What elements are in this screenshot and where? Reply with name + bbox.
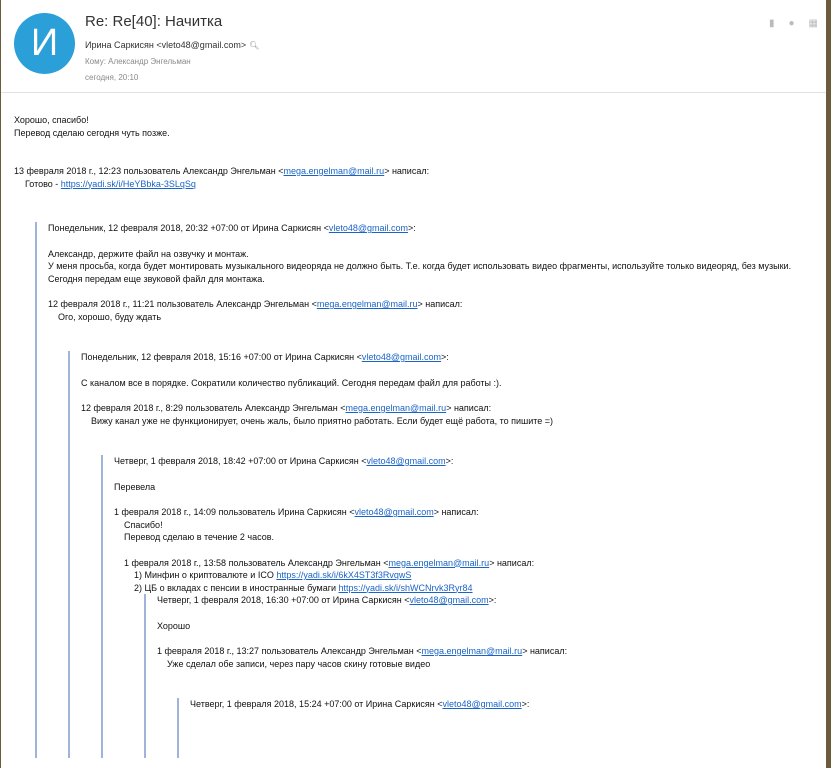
quote-content: Готово - https://yadi.sk/i/HeYBbka-3SLqSq Понедельник, 12 февраля 2018, 20:32 +07:00 от Ирина Саркисян <vleto48@gmail.com>: Александр, держите файл на озвучку и монтаж. У меня просьба, когда будет монтировать музыкального видеоряда не должно быть. Т.е. когда будет использовать видео фрагменты, используйте только видеоряд, без музыки. Сегодня передам еще звуковой файл для монтажа. 12 февраля 2018 г., 11:21 пользователь Александр Энгельман <mega.engelman@mail.ru> написал: Ого, хорошо, буду ждать Понедельник, 12 февраля 2018, 15:16 +07:00 от Ирина Саркисян <vleto48@gmail.com>: С каналом все в порядке. Сократили количество публикаций. Сегодня передам файл для работы :). 12 февраля 2018 г., 8:29 пользователь Александр Энгельман <mega.engelman@mail.ru> написал: Вижу канал уже не функционирует, очень жаль, было приятно работать. Если будет ещё работа, то пишите =) Четверг, 1 февраля 2018, 18:42 +07:00 от Ирина Саркисян <vleto48@gmail.com>: Перевела 1 февраля 2018 г., 14:09 пользователь Ирина Саркисян <vleto48@gmail.com> написал: Спасибо! Перевод сделаю в течение 2 часов. 1 февраля 2018 г., 13:58 пользователь Александр Энгельман <mega.engelman@mail.ru> написал: 1) Минфин о криптовалюте и ICO https://yadi.sk/i/6kX4ST3f3RvqwS 2) ЦБ о вкладах с пенсии в иностранные бумаги https://yadi.sk/i/shWCNrvk3Ryr84 Четверг, 1 февраля 2018, 16:30 +07:00 от Ирина Саркисян <vleto48@gmail.com>: Хорошо 1 февраля 2018 г., 13:27 пользователь Александр Энгельман <mega.engelman@mail.ru> написал: Уже сделал обе записи, через пару часов скину готовые видео Четверг, 1 февраля 2018, 15:24 +07:00 от Ирина Саркисян <vleto48@gmail.com>: xyxy=(14,178,820,759)
email-link[interactable]: vleto48@gmail.com xyxy=(442,699,522,709)
quote-content: Ого, хорошо, буду ждать Понедельник, 12 февраля 2018, 15:16 +07:00 от Ирина Саркисян <vleto48@gmail.com>: С каналом все в порядке. Сократили количество публикаций. Сегодня передам файл для работы :). 12 февраля 2018 г., 8:29 пользователь Александр Энгельман <mega.engelman@mail.ru> написал: Вижу канал уже не функционирует, очень жаль, было приятно работать. Если будет ещё работа, то пишите =) Четверг, 1 февраля 2018, 18:42 +07:00 от Ирина Саркисян <vleto48@gmail.com>: Перевела 1 февраля 2018 г., 14:09 пользователь Ирина Саркисян <vleto48@gmail.com> написал: Спасибо! Перевод сделаю в течение 2 часов. 1 февраля 2018 г., 13:58 пользователь Александр Энгельман <mega.engelman@mail.ru> написал: 1) Минфин о криптовалюте и ICO https://yadi.sk/i/6kX4ST3f3RvqwS 2) ЦБ о вкладах с пенсии в иностранные бумаги https://yadi.sk/i/shWCNrvk3Ryr84 Четверг, 1 февраля 2018, 16:30 +07:00 от Ирина Саркисян <vleto48@gmail.com>: Хорошо 1 февраля 2018 г., 13:27 пользователь Александр Энгельман <mega.engelman@mail.ru> написал: Уже сделал обе записи, через пару часов скину готовые видео Четверг, 1 февраля 2018, 15:24 +07:00 от Ирина Саркисян <vleto48@gmail.com>: xyxy=(48,311,820,759)
quote-content: Спасибо! Перевод сделаю в течение 2 часов. 1 февраля 2018 г., 13:58 пользователь Александр Энгельман <mega.engelman@mail.ru> написал: 1) Минфин о криптовалюте и ICO https://yadi.sk/i/6kX4ST3f3RvqwS 2) ЦБ о вкладах с пенсии в иностранные бумаги https://yadi.sk/i/shWCNrvk3Ryr84 Четверг, 1 февраля 2018, 16:30 +07:00 от Ирина Саркисян <vleto48@gmail.com>: Хорошо 1 февраля 2018 г., 13:27 пользователь Александр Энгельман <mega.engelman@mail.ru> написал: Уже сделал обе записи, через пару часов скину готовые видео Четверг, 1 февраля 2018, 15:24 +07:00 от Ирина Саркисян <vleto48@gmail.com>: xyxy=(114,519,820,759)
quote-intro: 1 февраля 2018 г., 13:27 пользователь Александр Энгельман <mega.engelman@mail.ru> написал: xyxy=(157,646,568,656)
quote-header: Четверг, 1 февраля 2018, 15:24 +07:00 от Ирина Саркисян <vleto48@gmail.com>: xyxy=(190,699,530,709)
email-link[interactable]: vleto48@gmail.com xyxy=(366,456,446,466)
quote-intro: 12 февраля 2018 г., 11:21 пользователь Александр Энгельман <mega.engelman@mail.ru> написал: xyxy=(48,299,463,309)
reply-line: Хорошо, спасибо! xyxy=(14,115,89,125)
dot-icon[interactable]: ● xyxy=(788,18,795,29)
avatar[interactable]: И xyxy=(14,13,75,74)
email-link[interactable]: vleto48@gmail.com xyxy=(354,507,434,517)
file-link[interactable]: https://yadi.sk/i/6kX4ST3f3RvqwS xyxy=(276,570,412,580)
quote-header: Понедельник, 12 февраля 2018, 15:16 +07:00 от Ирина Саркисян <vleto48@gmail.com>: xyxy=(81,352,449,362)
blockquote: Понедельник, 12 февраля 2018, 15:16 +07:00 от Ирина Саркисян <vleto48@gmail.com>: С каналом все в порядке. Сократили количество публикаций. Сегодня передам файл для работы :). 12 февраля 2018 г., 8:29 пользователь Александр Энгельман <mega.engelman@mail.ru> написал: Вижу канал уже не функционирует, очень жаль, было приятно работать. Если будет ещё работа, то пишите =) Четверг, 1 февраля 2018, 18:42 +07:00 от Ирина Саркисян <vleto48@gmail.com>: Перевела 1 февраля 2018 г., 14:09 пользователь Ирина Саркисян <vleto48@gmail.com> написал: Спасибо! Перевод сделаю в течение 2 часов. 1 февраля 2018 г., 13:58 пользователь Александр Энгельман <mega.engelman@mail.ru> написал: 1) Минфин о криптовалюте и ICO https://yadi.sk/i/6kX4ST3f3RvqwS 2) ЦБ о вкладах с пенсии в иностранные бумаги https://yadi.sk/i/shWCNrvk3Ryr84 Четверг, 1 февраля 2018, 16:30 +07:00 от Ирина Саркисян <vleto48@gmail.com>: Хорошо 1 февраля 2018 г., 13:27 пользователь Александр Энгельман <mega.engelman@mail.ru> написал: Уже сделал обе записи, через пару часов скину готовые видео Четверг, 1 февраля 2018, 15:24 +07:00 от Ирина Саркисян <vleto48@gmail.com>: xyxy=(68,351,820,758)
search-icon[interactable]: 🔍︎ xyxy=(249,41,260,50)
quote-intro: 12 февраля 2018 г., 8:29 пользователь Александр Энгельман <mega.engelman@mail.ru> написал: xyxy=(81,403,492,413)
email-link[interactable]: mega.engelman@mail.ru xyxy=(316,299,418,309)
file-link[interactable]: https://yadi.sk/i/HeYBbka-3SLqSq xyxy=(60,178,196,189)
reply-line: Перевод сделаю сегодня чуть позже. xyxy=(14,127,170,138)
quote-content: Уже сделал обе записи, через пару часов скину готовые видео Четверг, 1 февраля 2018, 15:24 +07:00 от Ирина Саркисян <vleto48@gmail.com>: xyxy=(157,658,820,759)
email-body xyxy=(14,114,820,758)
sender[interactable] xyxy=(85,40,259,50)
file-link[interactable]: https://yadi.sk/i/shWCNrvk3Ryr84 xyxy=(338,582,473,593)
quote-content: Вижу канал уже не функционирует, очень жаль, было приятно работать. Если будет ещё работа, то пишите =) Четверг, 1 февраля 2018, 18:42 +07:00 от Ирина Саркисян <vleto48@gmail.com>: Перевела 1 февраля 2018 г., 14:09 пользователь Ирина Саркисян <vleto48@gmail.com> написал: Спасибо! Перевод сделаю в течение 2 часов. 1 февраля 2018 г., 13:58 пользователь Александр Энгельман <mega.engelman@mail.ru> написал: 1) Минфин о криптовалюте и ICO https://yadi.sk/i/6kX4ST3f3RvqwS 2) ЦБ о вкладах с пенсии в иностранные бумаги https://yadi.sk/i/shWCNrvk3Ryr84 Четверг, 1 февраля 2018, 16:30 +07:00 от Ирина Саркисян <vleto48@gmail.com>: Хорошо 1 февраля 2018 г., 13:27 пользователь Александр Энгельман <mega.engelman@mail.ru> написал: Уже сделал обе записи, через пару часов скину готовые видео Четверг, 1 февраля 2018, 15:24 +07:00 от Ирина Саркисян <vleto48@gmail.com>: xyxy=(81,415,820,759)
sender-text[interactable]: Ирина Саркисян <vleto48@gmail.com> xyxy=(85,40,247,50)
blockquote: Понедельник, 12 февраля 2018, 20:32 +07:00 от Ирина Саркисян <vleto48@gmail.com>: Александр, держите файл на озвучку и монтаж. У меня просьба, когда будет монтировать музыкального видеоряда не должно быть. Т.е. когда будет использовать видео фрагменты, используйте только видеоряд, без музыки. Сегодня передам еще звуковой файл для монтажа. 12 февраля 2018 г., 11:21 пользователь Александр Энгельман <mega.engelman@mail.ru> написал: Ого, хорошо, буду ждать Понедельник, 12 февраля 2018, 15:16 +07:00 от Ирина Саркисян <vleto48@gmail.com>: С каналом все в порядке. Сократили количество публикаций. Сегодня передам файл для работы :). 12 февраля 2018 г., 8:29 пользователь Александр Энгельман <mega.engelman@mail.ru> написал: Вижу канал уже не функционирует, очень жаль, было приятно работать. Если будет ещё работа, то пишите =) Четверг, 1 февраля 2018, 18:42 +07:00 от Ирина Саркисян <vleto48@gmail.com>: Перевела 1 февраля 2018 г., 14:09 пользователь Ирина Саркисян <vleto48@gmail.com> написал: Спасибо! Перевод сделаю в течение 2 часов. 1 февраля 2018 г., 13:58 пользователь Александр Энгельман <mega.engelman@mail.ru> написал: 1) Минфин о криптовалюте и ICO https://yadi.sk/i/6kX4ST3f3RvqwS 2) ЦБ о вкладах с пенсии в иностранные бумаги https://yadi.sk/i/shWCNrvk3Ryr84 Четверг, 1 февраля 2018, 16:30 +07:00 от Ирина Саркисян <vleto48@gmail.com>: Хорошо 1 февраля 2018 г., 13:27 пользователь Александр Энгельман <mega.engelman@mail.ru> написал: Уже сделал обе записи, через пару часов скину готовые видео Четверг, 1 февраля 2018, 15:24 +07:00 от Ирина Саркисян <vleto48@gmail.com>: xyxy=(35,222,820,758)
quote-header: Четверг, 1 февраля 2018, 16:30 +07:00 от Ирина Саркисян <vleto48@gmail.com>: xyxy=(157,595,497,605)
email-view xyxy=(1,0,826,768)
quote-intro: 1 февраля 2018 г., 13:58 пользователь Александр Энгельман <mega.engelman@mail.ru> написал: xyxy=(124,557,535,568)
recipient: Кому: Александр Энгельман xyxy=(85,57,191,66)
email-link[interactable]: mega.engelman@mail.ru xyxy=(345,403,447,413)
email-link[interactable]: vleto48@gmail.com xyxy=(409,595,489,605)
quote-header: Понедельник, 12 февраля 2018, 20:32 +07:00 от Ирина Саркисян <vleto48@gmail.com>: xyxy=(48,223,416,233)
blockquote: Четверг, 1 февраля 2018, 16:30 +07:00 от Ирина Саркисян <vleto48@gmail.com>: Хорошо 1 февраля 2018 г., 13:27 пользователь Александр Энгельман <mega.engelman@mail.ru> написал: Уже сделал обе записи, через пару часов скину готовые видео Четверг, 1 февраля 2018, 15:24 +07:00 от Ирина Саркисян <vleto48@gmail.com>: xyxy=(144,594,820,758)
header-actions xyxy=(769,18,818,29)
bookmark-icon[interactable]: ▮ xyxy=(768,18,775,29)
blockquote: Четверг, 1 февраля 2018, 18:42 +07:00 от Ирина Саркисян <vleto48@gmail.com>: Перевела 1 февраля 2018 г., 14:09 пользователь Ирина Саркисян <vleto48@gmail.com> написал: Спасибо! Перевод сделаю в течение 2 часов. 1 февраля 2018 г., 13:58 пользователь Александр Энгельман <mega.engelman@mail.ru> написал: 1) Минфин о криптовалюте и ICO https://yadi.sk/i/6kX4ST3f3RvqwS 2) ЦБ о вкладах с пенсии в иностранные бумаги https://yadi.sk/i/shWCNrvk3Ryr84 Четверг, 1 февраля 2018, 16:30 +07:00 от Ирина Саркисян <vleto48@gmail.com>: Хорошо 1 февраля 2018 г., 13:27 пользователь Александр Энгельман <mega.engelman@mail.ru> написал: Уже сделал обе записи, через пару часов скину готовые видео Четверг, 1 февраля 2018, 15:24 +07:00 от Ирина Саркисян <vleto48@gmail.com>: xyxy=(101,455,820,758)
email-link[interactable]: vleto48@gmail.com xyxy=(361,352,442,362)
quote-content: 1) Минфин о криптовалюте и ICO https://yadi.sk/i/6kX4ST3f3RvqwS 2) ЦБ о вкладах с пенсии в иностранные бумаги https://yadi.sk/i/shWCNrvk3Ryr84 Четверг, 1 февраля 2018, 16:30 +07:00 от Ирина Саркисян <vleto48@gmail.com>: Хорошо 1 февраля 2018 г., 13:27 пользователь Александр Энгельман <mega.engelman@mail.ru> написал: Уже сделал обе записи, через пару часов скину готовые видео Четверг, 1 февраля 2018, 15:24 +07:00 от Ирина Саркисян <vleto48@gmail.com>: xyxy=(124,569,820,758)
quote-intro: 1 февраля 2018 г., 14:09 пользователь Ирина Саркисян <vleto48@gmail.com> написал: xyxy=(114,507,479,517)
quote-intro: 13 февраля 2018 г., 12:23 пользователь Александр Энгельман <mega.engelman@mail.ru> написал: xyxy=(14,166,430,176)
email-header xyxy=(1,0,826,93)
email-link[interactable]: mega.engelman@mail.ru xyxy=(283,166,385,176)
email-link[interactable]: mega.engelman@mail.ru xyxy=(421,646,523,656)
calendar-icon[interactable]: ▦ xyxy=(808,18,818,29)
email-date: сегодня, 20:10 xyxy=(85,73,139,82)
quote-header: Четверг, 1 февраля 2018, 18:42 +07:00 от Ирина Саркисян <vleto48@gmail.com>: xyxy=(114,456,454,466)
email-subject: Re: Re[40]: Начитка xyxy=(85,13,223,30)
email-link[interactable]: vleto48@gmail.com xyxy=(328,223,409,233)
email-link[interactable]: mega.engelman@mail.ru xyxy=(388,557,490,568)
blockquote xyxy=(177,698,820,758)
